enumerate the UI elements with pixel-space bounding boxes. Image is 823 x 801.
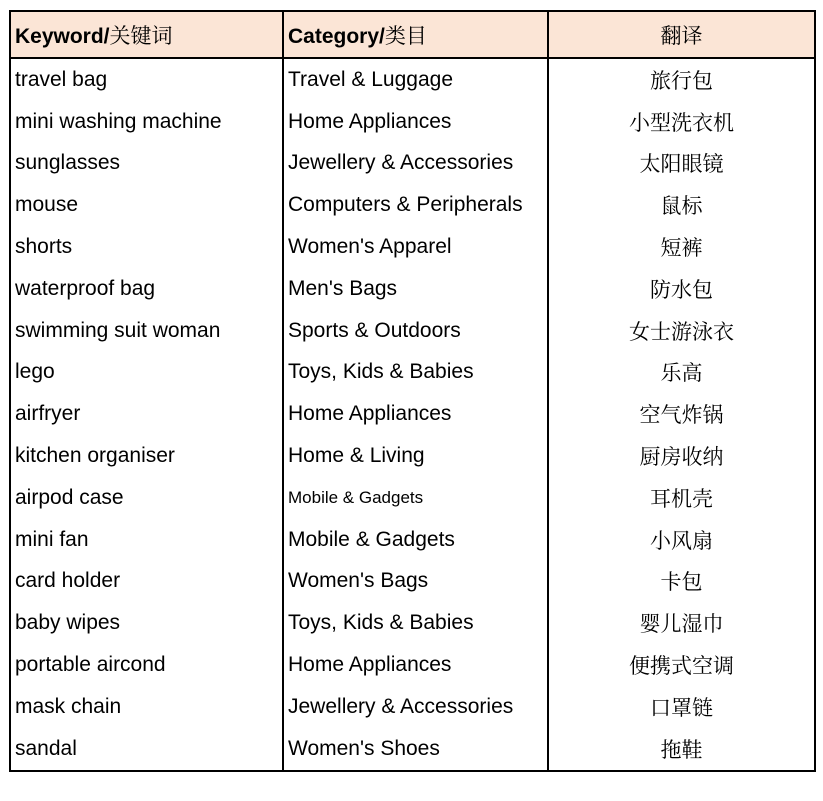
category-cell: Travel & Luggage <box>283 58 548 101</box>
translation-cell: 拖鞋 <box>548 728 815 771</box>
category-cell: Computers & Peripherals <box>283 184 548 226</box>
category-cell: Jewellery & Accessories <box>283 143 548 185</box>
category-cell: Toys, Kids & Babies <box>283 352 548 394</box>
header-keyword <box>10 11 283 58</box>
translation-cell: 耳机壳 <box>548 477 815 519</box>
keyword-cell: lego <box>10 352 283 394</box>
table-row <box>10 644 815 686</box>
keyword-cell: mouse <box>10 184 283 226</box>
table-row <box>10 58 815 101</box>
keyword-cell: travel bag <box>10 58 283 101</box>
table-row <box>10 268 815 310</box>
translation-cell: 婴儿湿巾 <box>548 602 815 644</box>
table-row <box>10 352 815 394</box>
table-row <box>10 143 815 185</box>
translation-cell: 厨房收纳 <box>548 435 815 477</box>
category-cell: Home & Living <box>283 435 548 477</box>
table-row <box>10 477 815 519</box>
keyword-cell: mask chain <box>10 686 283 728</box>
translation-cell: 太阳眼镜 <box>548 143 815 185</box>
keyword-cell: card holder <box>10 561 283 603</box>
category-cell: Sports & Outdoors <box>283 310 548 352</box>
header-category <box>283 11 548 58</box>
table-row <box>10 310 815 352</box>
category-cell: Mobile & Gadgets <box>283 477 548 519</box>
translation-cell: 卡包 <box>548 561 815 603</box>
keyword-cell: mini fan <box>10 519 283 561</box>
category-cell: Women's Apparel <box>283 226 548 268</box>
translation-cell: 防水包 <box>548 268 815 310</box>
keyword-cell: kitchen organiser <box>10 435 283 477</box>
keyword-cell: shorts <box>10 226 283 268</box>
category-cell: Home Appliances <box>283 644 548 686</box>
header-category-label: Category/ <box>288 24 385 48</box>
table-row <box>10 602 815 644</box>
keyword-cell: waterproof bag <box>10 268 283 310</box>
keyword-cell: airpod case <box>10 477 283 519</box>
translation-cell: 女士游泳衣 <box>548 310 815 352</box>
keyword-cell: swimming suit woman <box>10 310 283 352</box>
keyword-cell: sunglasses <box>10 143 283 185</box>
header-category-cn: 类目 <box>384 24 427 48</box>
keyword-cell: airfryer <box>10 393 283 435</box>
category-cell: Mobile & Gadgets <box>283 519 548 561</box>
table-row <box>10 519 815 561</box>
table-row <box>10 393 815 435</box>
table-row <box>10 561 815 603</box>
translation-cell: 便携式空调 <box>548 644 815 686</box>
translation-cell: 鼠标 <box>548 184 815 226</box>
table-row <box>10 728 815 771</box>
translation-cell: 旅行包 <box>548 58 815 101</box>
category-cell: Home Appliances <box>283 101 548 143</box>
table-row <box>10 435 815 477</box>
table-header-row <box>10 11 815 58</box>
category-cell: Women's Shoes <box>283 728 548 771</box>
category-cell: Women's Bags <box>283 561 548 603</box>
header-keyword-cn: 关键词 <box>109 24 173 48</box>
category-cell: Jewellery & Accessories <box>283 686 548 728</box>
category-cell: Men's Bags <box>283 268 548 310</box>
header-keyword-label: Keyword/ <box>15 24 110 48</box>
keyword-cell: baby wipes <box>10 602 283 644</box>
keyword-cell: portable aircond <box>10 644 283 686</box>
table-row <box>10 184 815 226</box>
translation-cell: 口罩链 <box>548 686 815 728</box>
keyword-table <box>9 10 816 772</box>
table-row <box>10 686 815 728</box>
table-row <box>10 226 815 268</box>
category-cell: Toys, Kids & Babies <box>283 602 548 644</box>
translation-cell: 短裤 <box>548 226 815 268</box>
keyword-cell: sandal <box>10 728 283 771</box>
header-translation: 翻译 <box>548 11 815 58</box>
table-row <box>10 101 815 143</box>
translation-cell: 乐高 <box>548 352 815 394</box>
translation-cell: 小型洗衣机 <box>548 101 815 143</box>
translation-cell: 空气炸锅 <box>548 393 815 435</box>
category-cell: Home Appliances <box>283 393 548 435</box>
translation-cell: 小风扇 <box>548 519 815 561</box>
keyword-cell: mini washing machine <box>10 101 283 143</box>
